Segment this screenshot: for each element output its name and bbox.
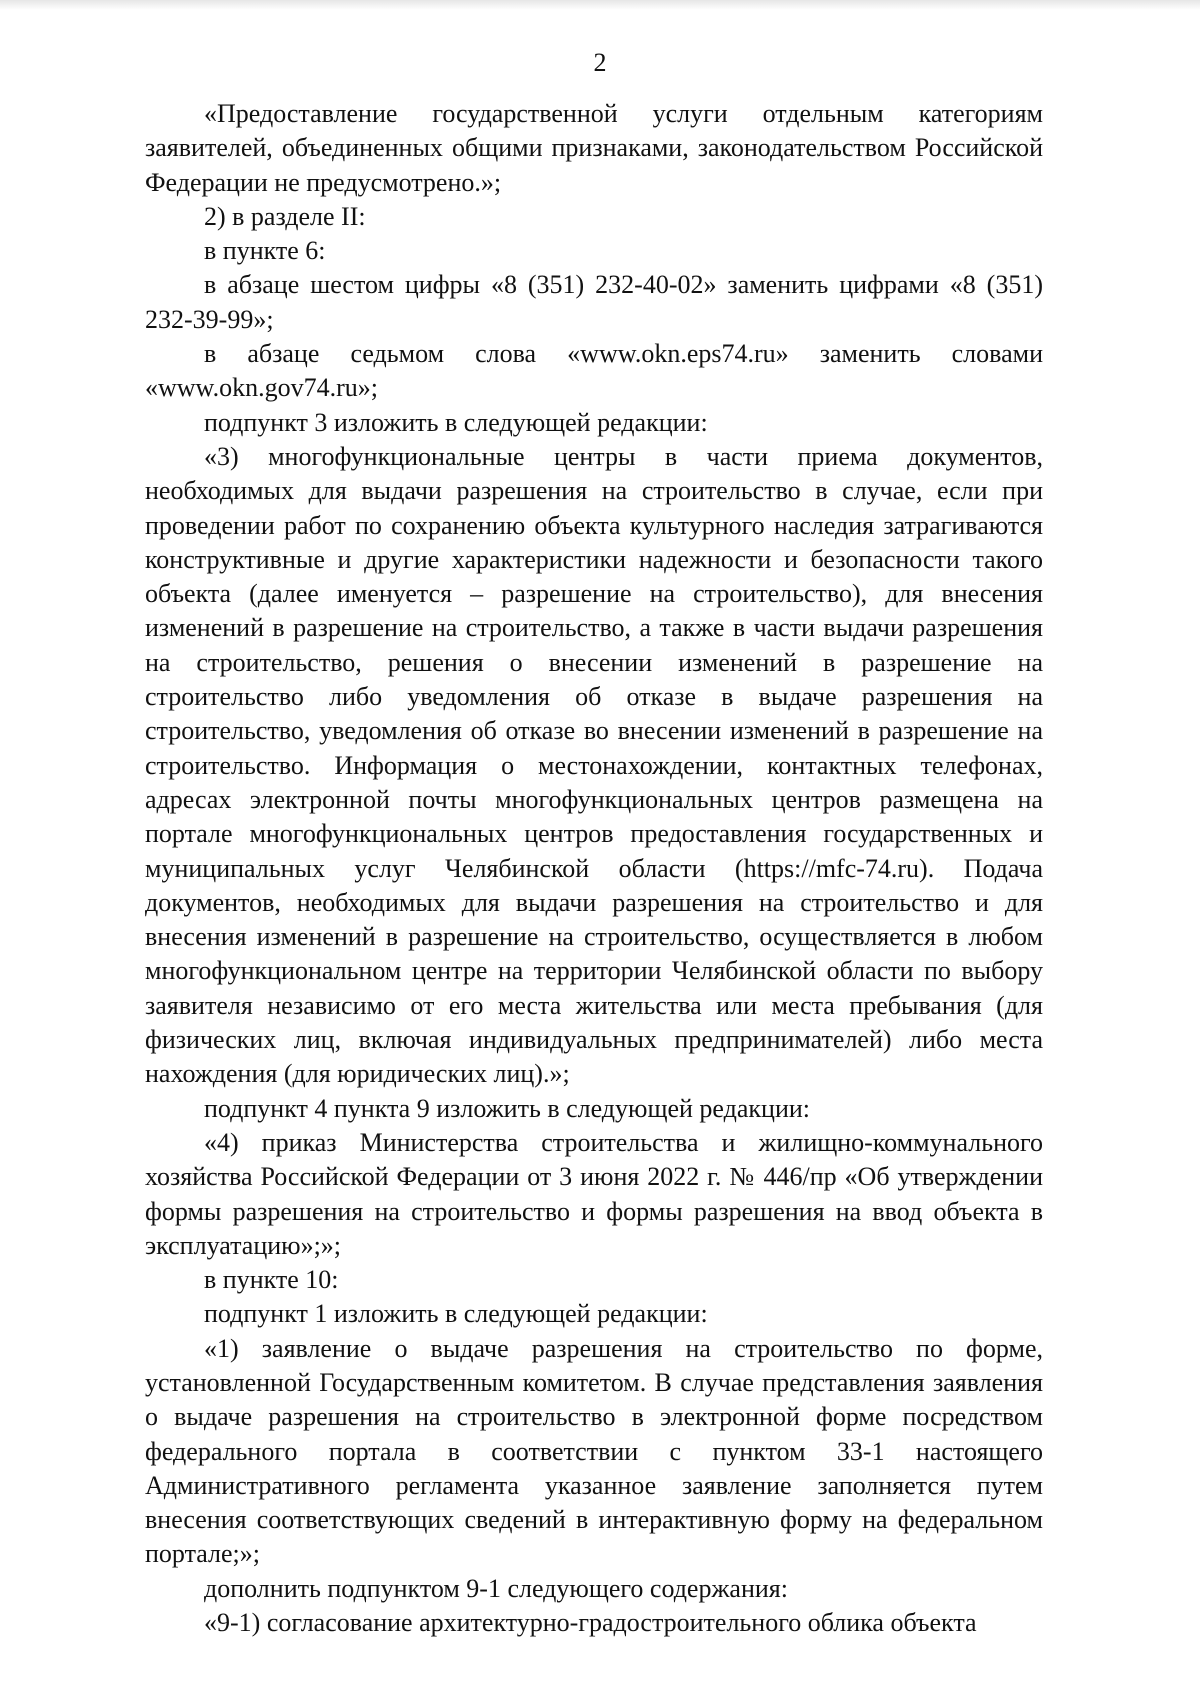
paragraph-8: подпункт 4 пункта 9 изложить в следующей редакции: bbox=[204, 1093, 810, 1123]
paragraph-12: «1) заявление о выдаче разрешения на строительство по форме, установленной Государственным комитетом. В случае представления заявления о выдаче разрешения на строительство в электронной форме посредством федерального портала в соответствии с пунктом 33-1 настоящего Административного регламента указанное заявление заполняется путем внесения соответствующих сведений в интерактивную форму на федеральном портале;»; bbox=[145, 1333, 1043, 1569]
document-body bbox=[145, 97, 1043, 1640]
paragraph-10: в пункте 10: bbox=[204, 1265, 339, 1295]
paragraph-4: в абзаце шестом цифры «8 (351) 232-40-02» заменить цифрами «8 (351) 232-39-99»; bbox=[145, 270, 1043, 334]
paragraph-9: «4) приказ Министерства строительства и жилищно-коммунального хозяйства Российской Федерации от 3 июня 2022 г. № 446/пр «Об утверждении формы разрешения на строительство и формы разрешения на ввод объекта в эксплуатацию»;»; bbox=[145, 1127, 1043, 1260]
paragraph-7: «3) многофункциональные центры в части приема документов, необходимых для выдачи разрешения на строительство в случае, если при проведении работ по сохранению объекта культурного наследия затрагиваются конструктивные и другие характеристики надежности и безопасности такого объекта (далее именуется – разрешение на строительство), для внесения изменений в разрешение на строительство, а также в части выдачи разрешения на строительство, решения о внесении изменений в разрешение на строительство либо уведомления об отказе в выдаче разрешения на строительство, уведомления об отказе во внесении изменений в разрешение на строительство. Информация о местонахождении, контактных телефонах, адресах электронной почты многофункциональных центров размещена на портале многофункциональных центров предоставления государственных и муниципальных услуг Челябинской области (https://mfc-74.ru). Подача документов, необходимых для выдачи разрешения на строительство и для внесения изменений в разрешение на строительство, осуществляется в любом многофункциональном центре на территории Челябинской области по выбору заявителя независимо от его места жительства или места пребывания (для физических лиц, включая индивидуальных предпринимателей) либо места нахождения (для юридических лиц).»; bbox=[145, 441, 1043, 1089]
paragraph-11: подпункт 1 изложить в следующей редакции: bbox=[204, 1299, 708, 1329]
paragraph-3: в пункте 6: bbox=[204, 236, 326, 266]
paragraph-5: в абзаце седьмом слова «www.okn.eps74.ru» заменить словами «www.okn.gov74.ru»; bbox=[145, 339, 1043, 403]
page-number: 2 bbox=[593, 48, 607, 77]
paragraph-1: «Предоставление государственной услуги отдельным категориям заявителей, объединенных общими признаками, законодательством Российской Федерации не предусмотрено.»; bbox=[145, 99, 1043, 197]
scan-edge bbox=[0, 0, 1200, 10]
paragraph-13: дополнить подпунктом 9-1 следующего содержания: bbox=[204, 1573, 788, 1603]
paragraph-6: подпункт 3 изложить в следующей редакции: bbox=[204, 407, 708, 437]
paragraph-14: «9-1) согласование архитектурно-градостроительного облика объекта bbox=[204, 1608, 977, 1638]
paragraph-2: 2) в разделе II: bbox=[204, 201, 366, 231]
